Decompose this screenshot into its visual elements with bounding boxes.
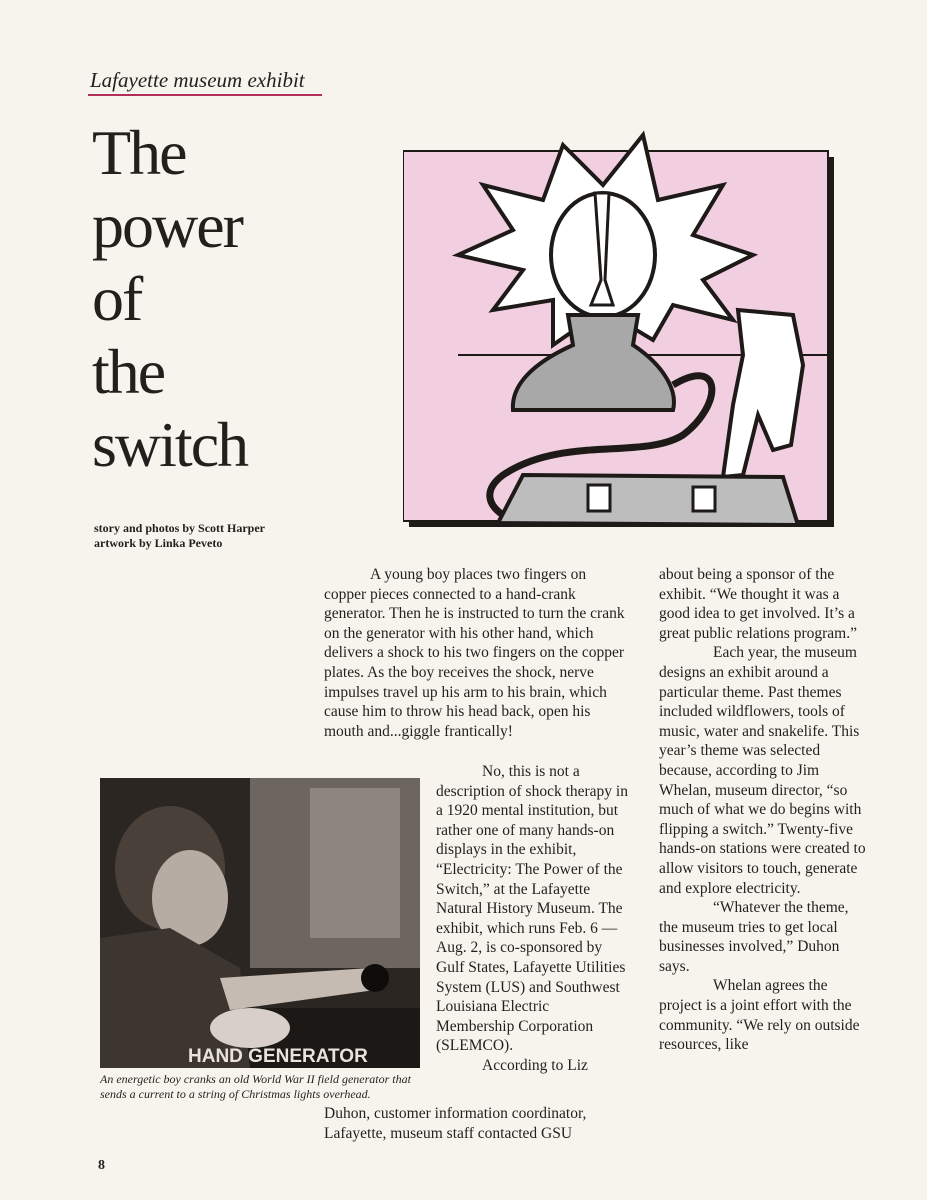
column-1-bottom bbox=[436, 762, 630, 1076]
paragraph: A young boy places two fingers on copper pieces connected to a hand-crank generator. Then he is instructed to turn the crank on the generator with his other hand, which delivers a shock to his two fingers on the copper plates. As the boy receives the shock, nerve impulses travel up his arm to his brain, which cause him to throw his head back, open his mouth and...giggle frantically! bbox=[324, 566, 625, 740]
paragraph: No, this is not a description of shock therapy in a 1920 mental institution, but rather one of many hands-on displays in the exhibit, “Electricity: The Power of the Switch,” at the Lafayette Natural History Museum. The exhibit, which runs Feb. 6 — Aug. 2, is co-sponsored by Gulf States, Lafayette Utilities System (LUS) and Southwest Louisiana Electric Membership Corporation (SLEMCO). bbox=[436, 763, 628, 1055]
headline bbox=[92, 116, 247, 481]
column-2 bbox=[659, 565, 867, 1055]
headline-line: The bbox=[92, 117, 186, 188]
column-1-top bbox=[324, 565, 630, 741]
paragraph: about being a sponsor of the exhibit. “We thought it was a good idea to get involved. It’s a great public relations program.” bbox=[659, 566, 857, 642]
headline-line: power bbox=[92, 190, 242, 261]
paragraph: Duhon, customer information coordinator, Lafayette, museum staff contacted GSU bbox=[324, 1105, 587, 1142]
section-rule bbox=[88, 94, 322, 96]
lightbulb-switch-artwork bbox=[403, 105, 843, 545]
page-number: 8 bbox=[98, 1158, 105, 1173]
paragraph: According to Liz bbox=[482, 1056, 588, 1074]
byline-artwork: artwork by Linka Peveto bbox=[94, 536, 223, 550]
paragraph: Each year, the museum designs an exhibit around a particular theme. Past themes included wildflowers, tools of music, water and snakelife. This year’s theme was selected because, according to Jim Whelan, museum director, “so much of what we do begins with flipping a switch.” Twenty-five hands-on stations were created to allow visitors to touch, generate and explore electricity. bbox=[659, 644, 866, 897]
generator-photo bbox=[100, 778, 420, 1068]
byline-story: story and photos by Scott Harper bbox=[94, 521, 266, 535]
headline-line: switch bbox=[92, 409, 248, 480]
paragraph: “Whatever the theme, the museum tries to get local businesses involved,” Duhon says. bbox=[659, 899, 849, 975]
byline bbox=[94, 521, 265, 551]
hand-generator-sign: HAND GENERATOR bbox=[188, 1046, 368, 1067]
section-tag: Lafayette museum exhibit bbox=[90, 68, 305, 92]
headline-line: of bbox=[92, 263, 142, 334]
column-1-tail bbox=[324, 1104, 630, 1143]
photo-caption: An energetic boy cranks an old World War II field generator that sends a current to a string of Christmas lights overhead. bbox=[100, 1072, 411, 1101]
paragraph: Whelan agrees the project is a joint effort with the community. “We rely on outside resources, like bbox=[659, 977, 860, 1054]
headline-line: the bbox=[92, 336, 165, 407]
